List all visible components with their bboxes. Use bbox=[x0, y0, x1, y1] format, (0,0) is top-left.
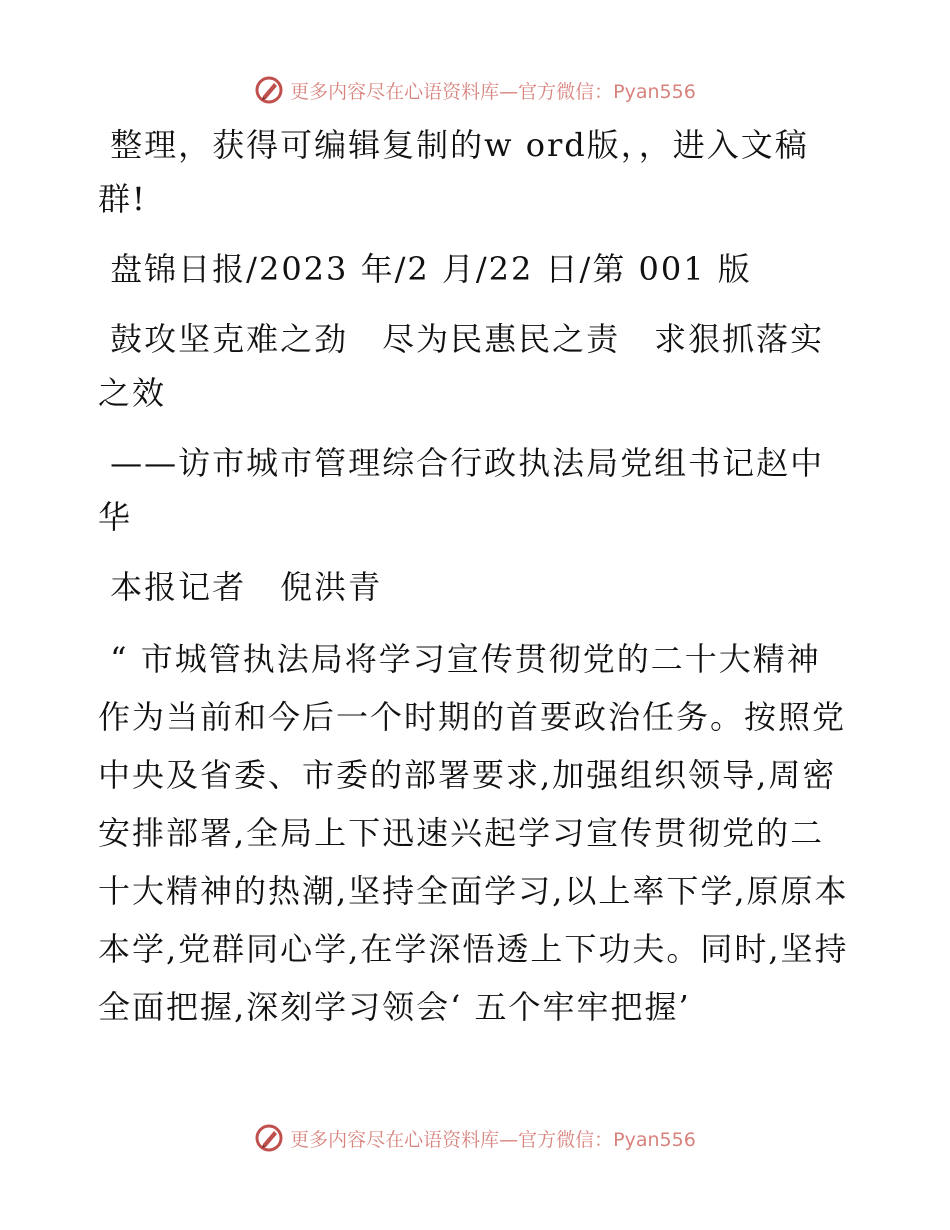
document-body bbox=[98, 118, 850, 1036]
pen-logo-icon bbox=[254, 1123, 284, 1153]
article-subheadline: ——访市城市管理综合行政执法局党组书记赵中华 bbox=[98, 444, 825, 536]
article-byline: 本报记者 倪洪青 bbox=[98, 568, 383, 606]
header-watermark bbox=[0, 70, 950, 110]
intro-note: 整理，获得可编辑复制的w ord版，，进入文稿群! bbox=[98, 126, 809, 218]
pen-logo-icon bbox=[254, 75, 284, 105]
watermark-text: 更多内容尽在心语资料库—官方微信：Pyan556 bbox=[290, 80, 696, 103]
watermark-text: 更多内容尽在心语资料库—官方微信：Pyan556 bbox=[290, 1128, 696, 1151]
source-line: 盘锦日报/2023 年/2 月/22 日/第 001 版 bbox=[98, 250, 752, 288]
footer-watermark bbox=[0, 1118, 950, 1158]
article-headline: 鼓攻坚克难之劲 尽为民惠民之责 求狠抓落实之效 bbox=[98, 320, 825, 412]
article-body-paragraph: “ 市城管执法局将学习宣传贯彻党的二十大精神作为当前和今后一个时期的首要政治任务。按照党中央及省委、市委的部署要求,加强组织领导,周密安排部署,全局上下迅速兴起学习宣传贯彻党的二十大精神的热潮,坚持全面学习,以上率下学,原原本本学,党群同心学,在学深悟透上下功夫。同时,坚持全面把握,深刻学习领会‘ 五个牢牢把握’ bbox=[98, 640, 849, 1026]
